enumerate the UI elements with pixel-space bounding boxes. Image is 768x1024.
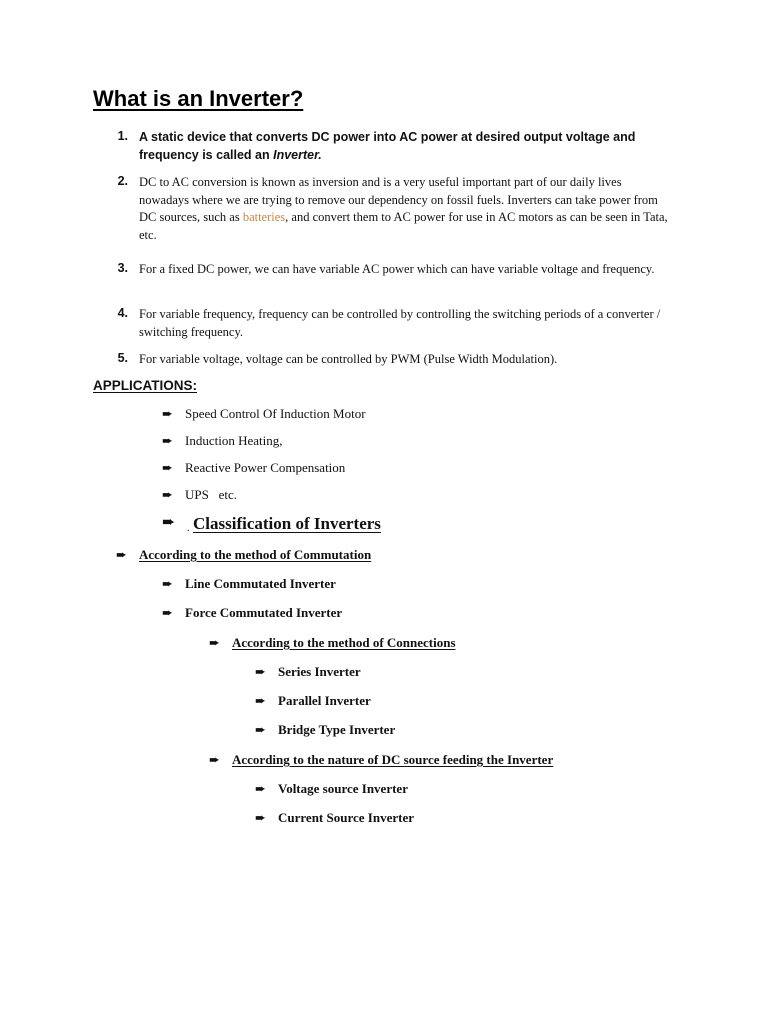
intro-item-3 bbox=[112, 261, 672, 279]
connections-item: Parallel Inverter bbox=[278, 693, 371, 708]
application-item: UPS etc. bbox=[185, 487, 237, 502]
batteries-link[interactable]: batteries bbox=[242, 210, 286, 224]
application-item: Reactive Power Compensation bbox=[185, 460, 346, 475]
connections-item: Series Inverter bbox=[278, 664, 361, 679]
application-item: Induction Heating, bbox=[185, 433, 283, 448]
connections-heading: According to the method of Connections bbox=[232, 635, 456, 650]
intro-item-4 bbox=[112, 306, 672, 341]
item-number: 4. bbox=[117, 306, 128, 320]
arrow-bullet-icon: ➨ bbox=[255, 693, 266, 708]
item-text: For variable voltage, voltage can be controlled by PWM (Pulse Width Modulation). bbox=[139, 352, 558, 366]
arrow-bullet-icon: ➨ bbox=[255, 810, 266, 825]
dc-source-item: Voltage source Inverter bbox=[278, 781, 408, 796]
arrow-bullet-icon: ➨ bbox=[162, 514, 176, 531]
intro-item-2 bbox=[112, 174, 672, 244]
intro-item-5 bbox=[112, 351, 672, 369]
item-text: A static device that converts DC power into AC power at desired output voltage and frequency is called an bbox=[139, 130, 636, 162]
classification-title: Classification of Inverters bbox=[193, 514, 381, 533]
arrow-bullet-icon: ➨ bbox=[162, 460, 173, 475]
commutation-item: Force Commutated Inverter bbox=[185, 605, 343, 620]
item-number: 2. bbox=[117, 174, 128, 188]
item-text-cont: , and convert them to AC power for use in AC motors as can be seen in Tata, etc. bbox=[139, 210, 668, 242]
dc-source-item: Current Source Inverter bbox=[278, 810, 414, 825]
item-number: 5. bbox=[117, 351, 128, 365]
dc-source-heading: According to the nature of DC source feeding the Inverter bbox=[232, 752, 554, 767]
arrow-bullet-icon: ➨ bbox=[255, 664, 266, 679]
intro-item-1 bbox=[112, 129, 672, 164]
arrow-bullet-icon: ➨ bbox=[162, 433, 173, 448]
arrow-bullet-icon: ➨ bbox=[116, 547, 127, 562]
commutation-heading: According to the method of Commutation bbox=[139, 547, 372, 562]
item-text: For a fixed DC power, we can have variable AC power which can have variable voltage and frequency. bbox=[139, 262, 655, 276]
arrow-bullet-icon: ➨ bbox=[255, 722, 266, 737]
item-text: For variable frequency, frequency can be controlled by controlling the switching periods of a converter / switching frequency. bbox=[139, 307, 661, 339]
arrow-bullet-icon: ➨ bbox=[162, 605, 173, 620]
connections-item: Bridge Type Inverter bbox=[278, 722, 396, 737]
item-number: 3. bbox=[117, 261, 128, 275]
stray-dot: . bbox=[187, 523, 190, 534]
commutation-item: Line Commutated Inverter bbox=[185, 576, 336, 591]
item-text: DC to AC conversion is known as inversion and is a very useful important part of our daily lives nowadays where we are trying to remove our dependency on fossil fuels. Inverters can take power from DC sources, such as bbox=[139, 175, 658, 224]
arrow-bullet-icon: ➨ bbox=[162, 576, 173, 591]
item-emphasis: Inverter. bbox=[273, 147, 322, 162]
arrow-bullet-icon: ➨ bbox=[209, 635, 220, 650]
applications-heading: APPLICATIONS: bbox=[93, 378, 197, 393]
arrow-bullet-icon: ➨ bbox=[162, 406, 173, 421]
arrow-bullet-icon: ➨ bbox=[162, 487, 173, 502]
application-item: Speed Control Of Induction Motor bbox=[185, 406, 366, 421]
page-title: What is an Inverter? bbox=[93, 86, 304, 111]
arrow-bullet-icon: ➨ bbox=[255, 781, 266, 796]
item-number: 1. bbox=[117, 129, 128, 143]
arrow-bullet-icon: ➨ bbox=[209, 752, 220, 767]
